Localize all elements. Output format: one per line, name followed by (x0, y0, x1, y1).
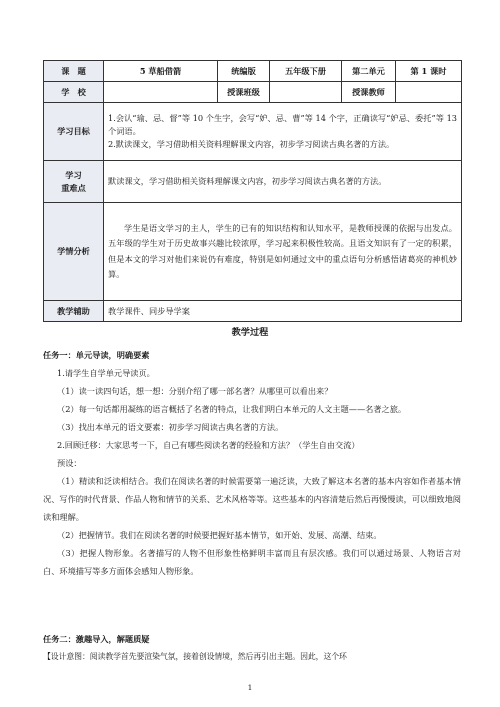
period: 第 1 课时 (396, 61, 462, 82)
task1-line-4: （3）找出本单元的语文要素：初步学习阅读古典名著的方法。 (57, 422, 284, 432)
analysis-content: 学生是语文学习的主人，学生的已有的知识结构和认知水平，是教师授课的依据与出发点。五年级的学生对于历史故事兴趣比较浓厚，学习起来积极性较高。且语文知识有了一定的积累，但是本文的学习对他们来说仍有难度，特别是如何通过文中的重点语句分析感悟诸葛亮的神机妙算。 (104, 203, 462, 301)
aids-label: 教学辅助 (44, 301, 104, 322)
task1-line-9: （3）把握人物形象。名著描写的人物不但形象性格鲜明丰富而且有层次感。我们可以通过场景、人物语言对白、环境描写等多方面体会感知人物形象。 (43, 548, 461, 576)
task1-line-6: 预设： (57, 458, 82, 468)
goals-label: 学习目标 (44, 103, 104, 161)
class-value (270, 82, 342, 103)
unit: 第二单元 (342, 61, 396, 82)
row-key-points (44, 161, 462, 203)
grade: 五年级下册 (270, 61, 342, 82)
task2-design-note: 【设计意图：阅读教学首先要渲染气氛，接着创设情境，然后再引出主题。因此，这个环 (43, 652, 347, 661)
topic-label: 课 题 (44, 61, 104, 82)
page-number: 1 (247, 683, 253, 692)
task1-line-5: 2.回顾迁移：大家思考一下，自己有哪些阅读名著的经验和方法？（学生自由交流） (57, 440, 360, 450)
row-topic (44, 61, 462, 82)
task1-heading: 任务一：单元导读，明确要素 (43, 350, 150, 360)
goal-item-2: 2.默读课文，学习借助相关资料理解课文内容，初步学习阅读古典名著的方法。 (108, 138, 395, 149)
lesson-info-table (43, 60, 462, 322)
row-goals (44, 103, 462, 161)
row-analysis (44, 203, 462, 301)
goal-item-1: 1.会认“瑜、忌、督”等 10 个生字，会写“妒、忌、曹”等 14 个字，正确读写“妒忌、委托”等 13 个词语。 (108, 113, 457, 137)
task2-section (43, 630, 461, 666)
task1-line-3: （2）每一句话都用凝练的语言概括了名著的特点，让我们明白本单元的人文主题——名著之旅。 (57, 404, 407, 414)
row-aids (44, 301, 462, 322)
task1-section (43, 346, 461, 580)
goals-content (104, 103, 462, 161)
school-label: 学 校 (44, 82, 104, 103)
key-points-label-line2: 重难点 (61, 182, 86, 193)
school-value (104, 82, 218, 103)
task1-line-1: 1.请学生自学单元导读页。 (57, 368, 155, 378)
task1-line-7: （1）精读和泛读相结合。我们在阅读名著的时候需要第一遍泛读，大致了解这本名著的基本内容如作者基本情况、写作的时代背景、作品人物和情节的关系、艺术风格等等。这些基本的内容清楚后然后再慢慢读，可以细致地阅读和理解。 (43, 476, 461, 522)
teacher-value (396, 82, 462, 103)
key-points-content: 默读课文，学习借助相关资料理解课文内容，初步学习阅读古典名著的方法。 (104, 161, 462, 203)
row-school (44, 82, 462, 103)
lesson-title: 5 草船借箭 (104, 61, 218, 82)
analysis-label: 学情分析 (44, 203, 104, 301)
task2-heading: 任务二：激趣导入，解题质疑 (43, 634, 150, 644)
task1-line-2: （1）读一读四句话，想一想：分别介绍了哪一部名著？从哪里可以看出来？ (57, 386, 333, 396)
task1-line-8: （2）把握情节。我们在阅读名著的时候要把握好基本情节，如开始、发展、高潮、结束。 (57, 530, 382, 540)
key-points-label (44, 161, 104, 203)
key-points-label-line1: 学习 (65, 169, 82, 180)
aids-content: 教学课件、同步导学案 (104, 301, 462, 322)
process-title: 教学过程 (231, 327, 269, 338)
class-label: 授课班级 (218, 82, 270, 103)
edition: 统编版 (218, 61, 270, 82)
teacher-label: 授课教师 (342, 82, 396, 103)
